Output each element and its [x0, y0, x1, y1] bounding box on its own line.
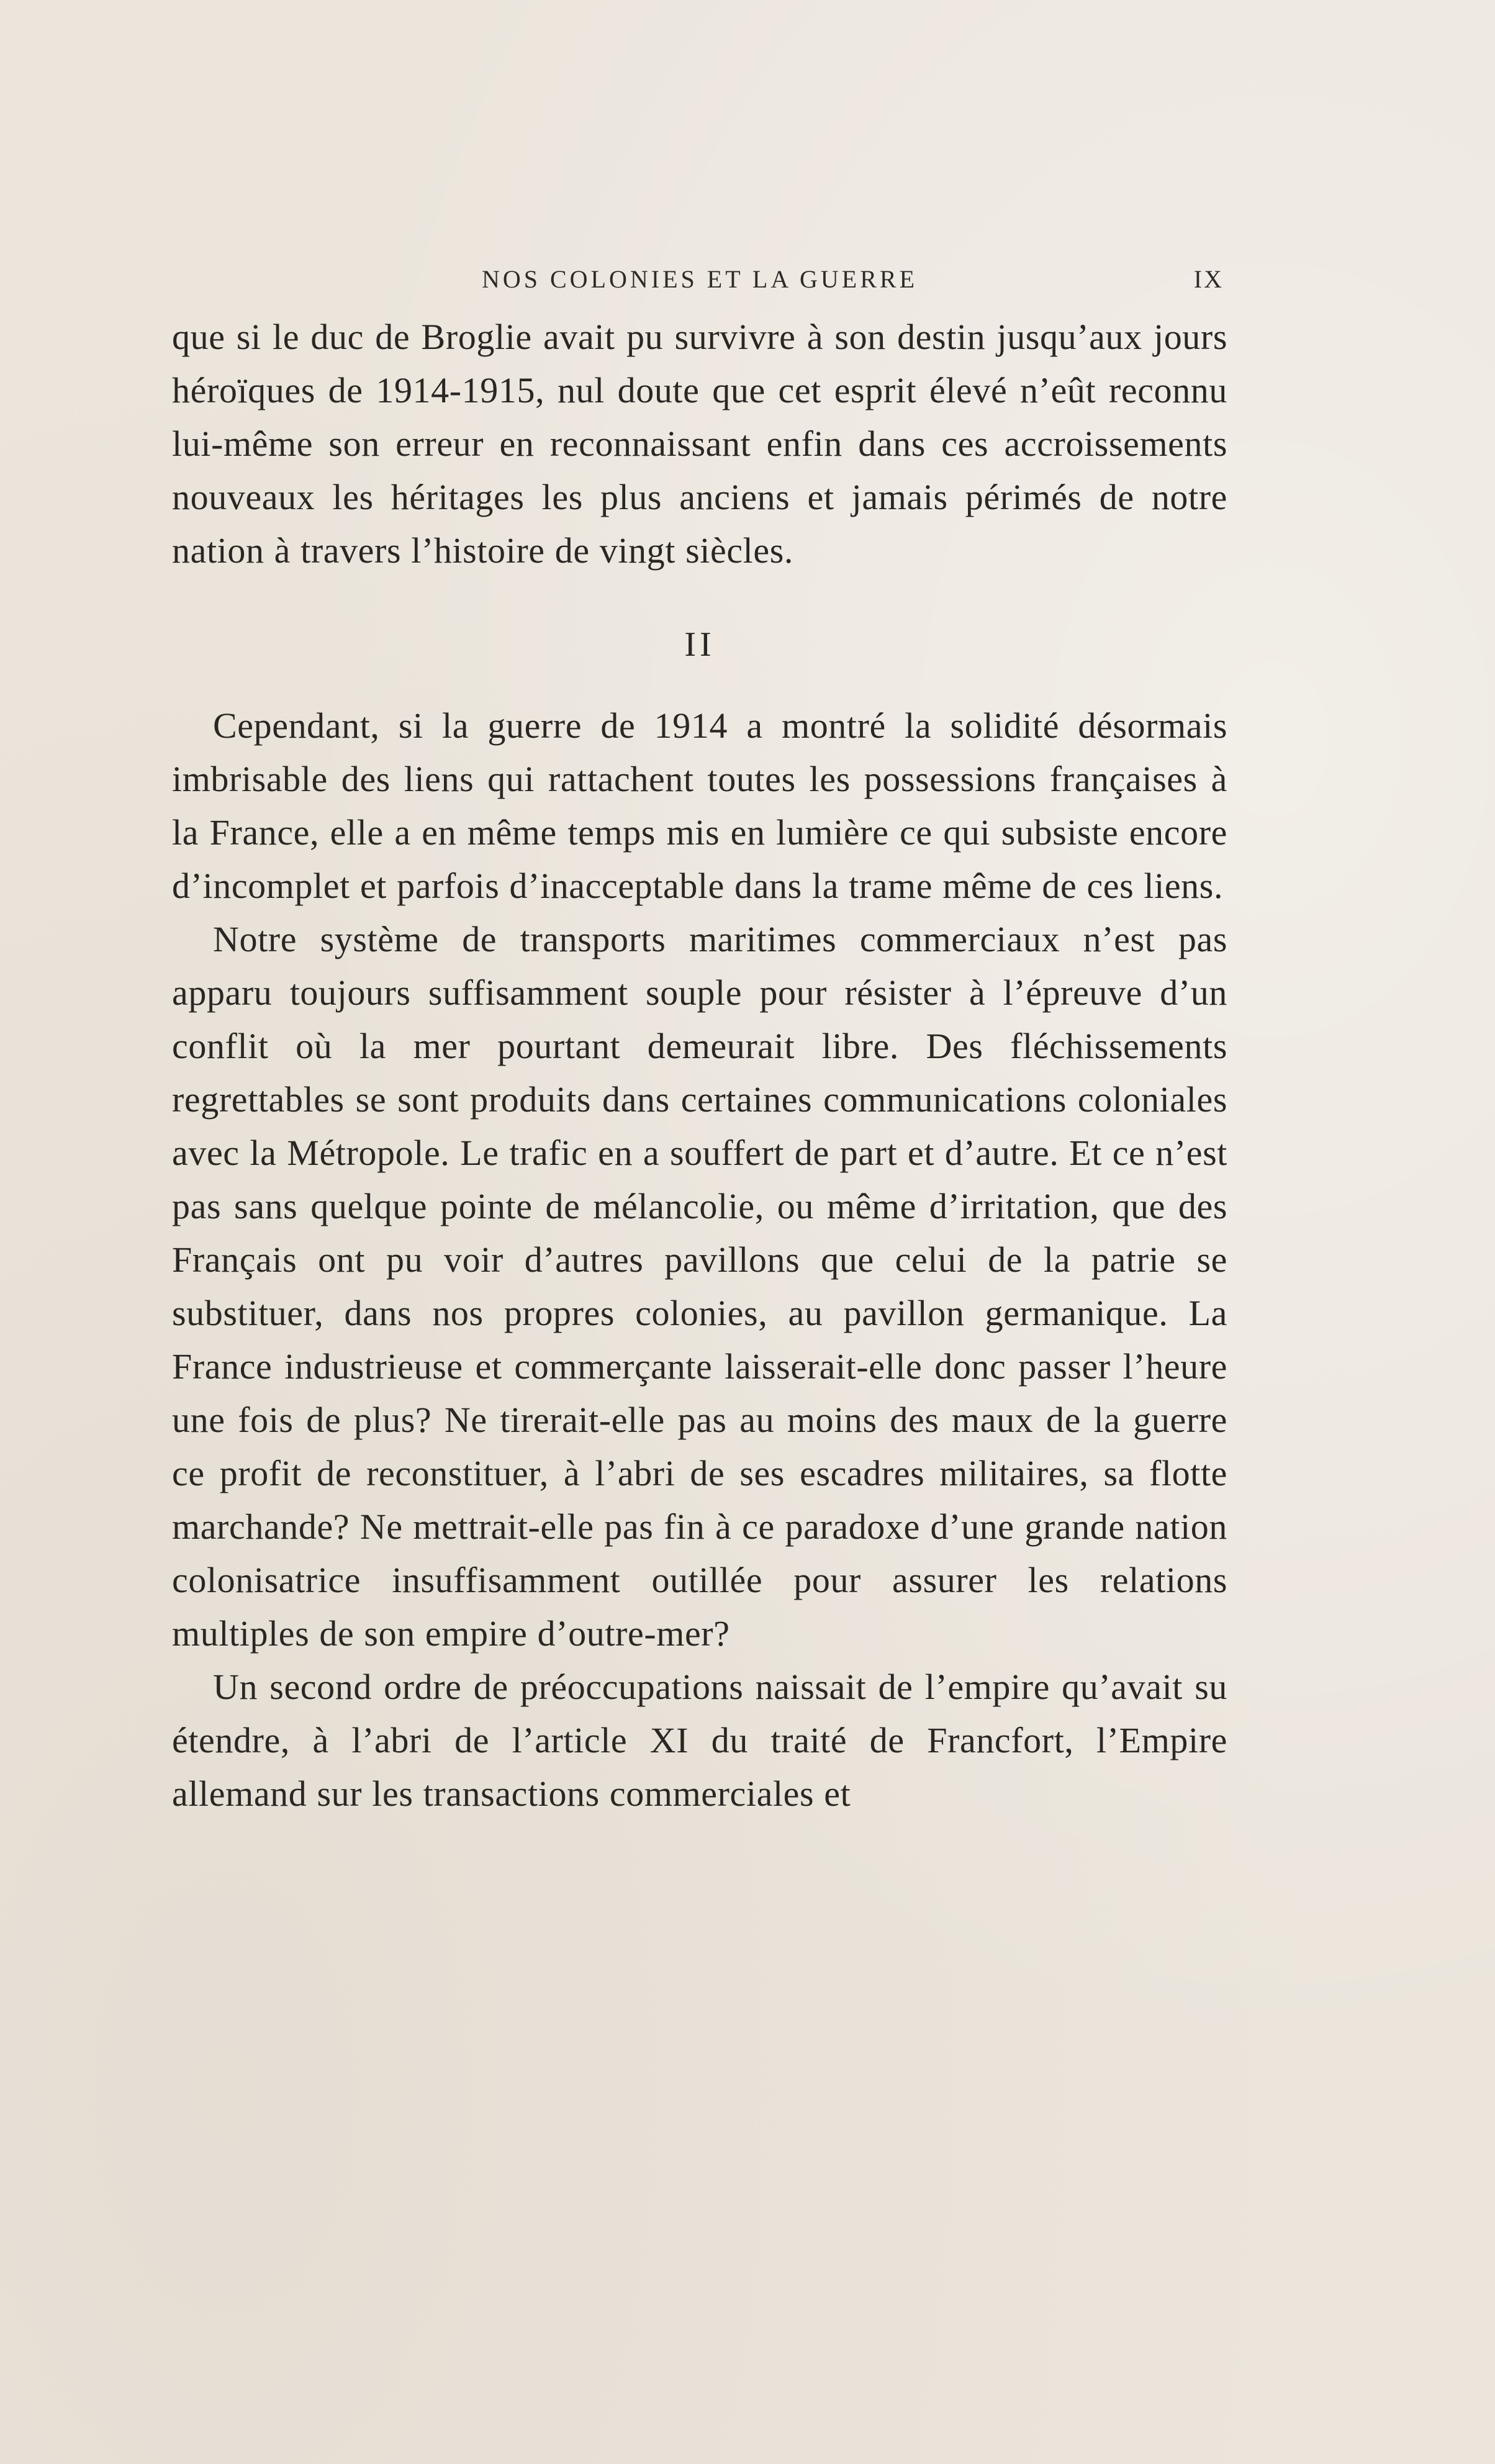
- section-number: II: [684, 625, 715, 664]
- paragraph: Cependant, si la guerre de 1914 a montré la solidité désormais imbrisable des liens qui rattachent toutes les possessions françaises à la France, elle a en même temps mis en lumière ce qui subsiste encore d’incomplet et parfois d’inacceptable dans la trame même de ces liens.: [172, 705, 1227, 906]
- paragraph: Notre système de transports maritimes commerciaux n’est pas apparu toujours suffisamment souple pour résister à l’épreuve d’un conflit où la mer pourtant demeurait libre. Des fléchissements regrettables se sont produits dans certaines communications coloniales avec la Métropole. Le trafic en a souffert de part et d’autre. Et ce n’est pas sans quelque pointe de mélancolie, ou même d’irritation, que des Français ont pu voir d’autres pavillons que celui de la patrie se substituer, dans nos propres colonies, au pavillon germanique. La France industrieuse et commerçante laisserait-elle donc passer l’heure une fois de plus? Ne tirerait-elle pas au moins des maux de la guerre ce profit de reconstituer, à l’abri de ses escadres militaires, sa flotte marchande? Ne mettrait-elle pas fin à ce paradoxe d’une grande nation colonisatrice insuffisamment outillée pour assurer les relations multiples de son empire d’outre-mer?: [172, 919, 1227, 1654]
- page-number: IX: [1193, 265, 1224, 293]
- running-header: [172, 255, 1227, 304]
- running-title: NOS COLONIES ET LA GUERRE: [481, 265, 918, 293]
- text-block: [172, 255, 1227, 1821]
- paragraph: Un second ordre de préoccupations naissait de l’empire qu’avait su étendre, à l’abri de l’article XI du traité de Francfort, l’Empire allemand sur les transactions commerciales et: [172, 1667, 1227, 1814]
- paragraph-continued: que si le duc de Broglie avait pu survivre à son destin jusqu’aux jours héroïques de 1914-1915, nul doute que cet esprit élevé n’eût reconnu lui-même son erreur en reconnaissant enfin dans ces accroissements nouveaux les héritages les plus anciens et jamais périmés de notre nation à travers l’histoire de vingt siècles.: [172, 317, 1227, 571]
